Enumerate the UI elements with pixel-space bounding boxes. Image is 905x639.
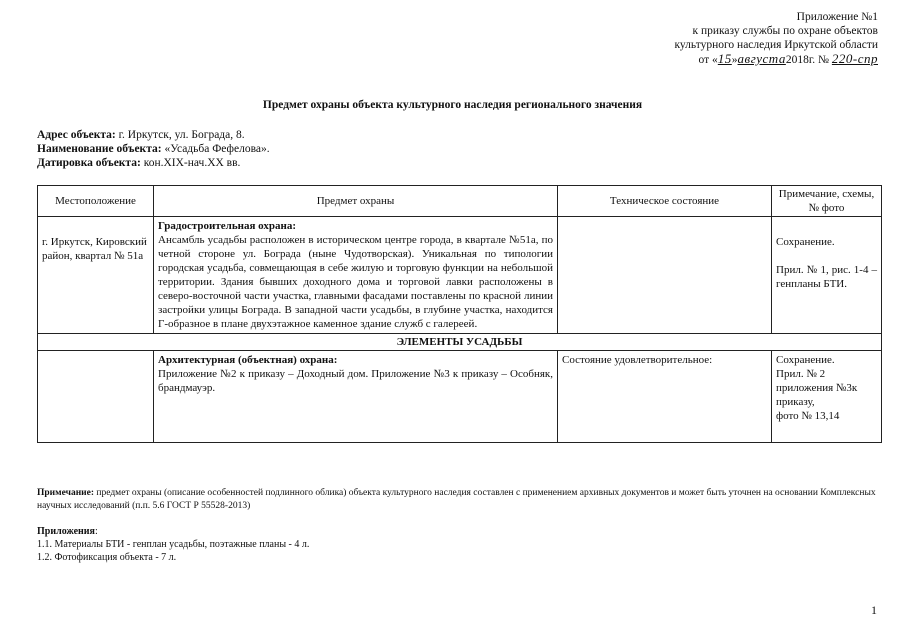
row1-subject [154,217,558,334]
attachments-heading [37,525,309,538]
name-label: Наименование объекта: [37,143,162,155]
year-number-label: 2018г. № [785,54,830,66]
row2-subject-title: Архитектурная (объектная) охрана: [158,354,338,366]
table-header-row [38,186,882,217]
appendix-date-line [578,52,878,67]
document-title: Предмет охраны объекта культурного наследия регионального значения [262,99,643,111]
row1-subject-text: Ансамбль усадьбы расположен в историческом центре города, в квартале №51а, по четной стороне ул. Бограда (ныне Чудотворская). Уникальная по типологии городская усадьба, совмещающая в себе жилую и торговую функции на небольшой территории. Здания бывших доходного дома и торговой лавки расположены в северо-восточной части участка, главными фасадами поставлены по красной линии застройки улицы Бограда. В западной части усадьбы, в глубине участка, находится Г-образное в плане двухэтажное каменное здание служб с галереей. [158,234,553,330]
appendix-header [578,10,878,67]
row2-note-2: Прил. № 2 приложения №3к приказу, [776,368,858,408]
name-value: «Усадьба Фефелова». [161,143,270,155]
appendix-line-1: Приложение №1 [796,11,878,23]
dating-label: Датировка объекта: [37,157,141,169]
protection-table [37,185,882,443]
appendix-line-3: культурного наследия Иркутской области [674,39,878,51]
row1-note [772,217,882,334]
appendix-line-2: к приказу службы по охране объектов [692,25,878,37]
address-label: Адрес объекта: [37,129,116,141]
page-number: 1 [871,603,877,617]
address-value: г. Иркутск, ул. Бограда, 8. [115,129,245,141]
row1-note-2: Прил. № 1, рис. 1-4 – генпланы БТИ. [776,264,877,290]
attachments-label: Приложения [37,526,95,537]
attachment-item-2: 1.2. Фотофиксация объекта - 7 л. [37,552,177,563]
handwritten-order-number: 220-спр [831,51,878,66]
row2-location [38,351,154,443]
table-row [38,351,882,443]
dating-value: кон.XIX-нач.XX вв. [140,157,241,169]
attachments [37,525,309,564]
row1-note-1: Сохранение. [776,236,835,248]
note-paragraph [37,487,887,513]
date-prefix: от « [698,54,718,66]
section-label: ЭЛЕМЕНТЫ УСАДЬБЫ [38,334,882,351]
row2-note-1: Сохранение. [776,354,835,366]
dating-line [37,156,270,170]
header-note: Примечание, схемы, № фото [772,186,882,217]
date-mid: » [731,54,738,66]
attachments-colon: : [94,526,98,537]
row2-note [772,351,882,443]
note-text: предмет охраны (описание особенностей подлинного облика) объекта культурного наследия составлен с применением архивных документов и может быть уточнен на основании Комплексных научных исследований (п.п. 5.6 ГОСТ Р 55528-2013) [37,488,876,511]
note-label: Примечание: [37,488,95,498]
header-subject: Предмет охраны [154,186,558,217]
handwritten-day: 15 [717,51,732,66]
object-meta [37,128,270,170]
table-row [38,217,882,334]
row1-subject-title: Градостроительная охрана: [158,220,297,232]
row2-condition: Состояние удовлетворительное: [558,351,772,443]
handwritten-month: августа [737,51,786,66]
row2-subject [154,351,558,443]
address-line [37,128,270,142]
header-condition: Техническое состояние [558,186,772,217]
row1-condition [558,217,772,334]
row2-subject-text: Приложение №2 к приказу – Доходный дом. Приложение №3 к приказу – Особняк, брандмауэр. [158,368,553,394]
section-row [38,334,882,351]
row1-location: г. Иркутск, Кировский район, квартал № 51а [38,217,154,334]
header-location: Местоположение [38,186,154,217]
attachment-item-1: 1.1. Материалы БТИ - генплан усадьбы, поэтажные планы - 4 л. [37,539,310,550]
row2-note-3: фото № 13,14 [776,410,840,422]
name-line [37,142,270,156]
